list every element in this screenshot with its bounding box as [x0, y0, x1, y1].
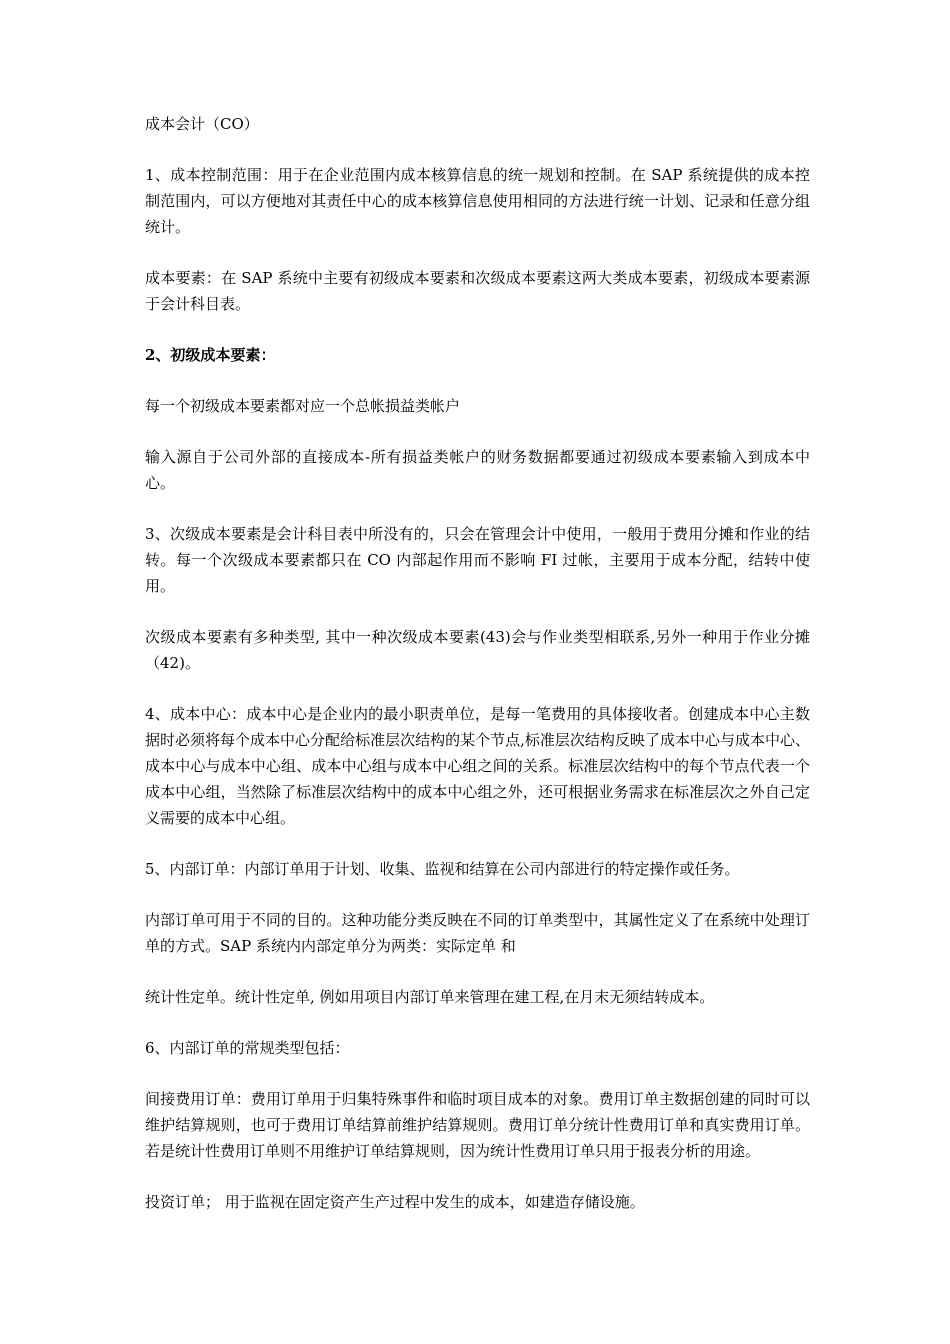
paragraph-primary-input-source: 输入源自于公司外部的直接成本-所有损益类帐户的财务数据都要通过初级成本要素输入到成本中心。 [145, 448, 810, 492]
paragraph-internal-orders: 5、内部订单：内部订单用于计划、收集、监视和结算在公司内部进行的特定操作或任务。 [145, 860, 740, 878]
paragraph-internal-order-purposes: 内部订单可用于不同的目的。这种功能分类反映在不同的订单类型中，其属性定义了在系统中处理订单的方式。SAP 系统内内部定单分为两类：实际定单 和 [145, 911, 810, 955]
document-title: 成本会计（CO） [145, 115, 259, 133]
heading-internal-order-types: 6、内部订单的常规类型包括： [145, 1039, 350, 1057]
paragraph-cost-center: 4、成本中心：成本中心是企业内的最小职责单位，是每一笔费用的具体接收者。创建成本中心主数据时必须将每个成本中心分配给标准层次结构的某个节点,标准层次结构反映了成本中心与成本中心、成本中心与成本中心组、成本中心组与成本中心组之间的关系。标准层次结构中的每个节点代表一个成本中心组，当然除了标准层次结构中的成本中心组之外，还可根据业务需求在标准层次之外自己定义需要的成本中心组。 [145, 705, 810, 827]
paragraph-statistical-orders: 统计性定单。统计性定单, 例如用项目内部订单来管理在建工程,在月末无须结转成本。 [145, 988, 715, 1006]
paragraph-secondary-types: 次级成本要素有多种类型, 其中一种次级成本要素(43)会与作业类型相联系,另外一种用于作业分摊（42)。 [145, 628, 810, 672]
paragraph-cost-control-area: 1、成本控制范围：用于在企业范围内成本核算信息的统一规划和控制。在 SAP 系统提供的成本控制范围内，可以方便地对其责任中心的成本核算信息使用相同的方法进行统一计划、记录和任意分组统计。 [145, 166, 810, 236]
paragraph-secondary-cost-elements: 3、次级成本要素是会计科目表中所没有的，只会在管理会计中使用，一般用于费用分摊和作业的结转。每一个次级成本要素都只在 CO 内部起作用而不影响 FI 过帐，主要用于成本分配，结转中使用。 [145, 525, 810, 595]
paragraph-investment-orders: 投资订单； 用于监视在固定资产生产过程中发生的成本，如建造存储设施。 [145, 1193, 645, 1211]
paragraph-overhead-orders: 间接费用订单：费用订单用于归集特殊事件和临时项目成本的对象。费用订单主数据创建的同时可以维护结算规则，也可于费用订单结算前维护结算规则。费用订单分统计性费用订单和真实费用订单。若是统计性费用订单则不用维护订单结算规则，因为统计性费用订单只用于报表分析的用途。 [145, 1090, 810, 1160]
paragraph-primary-gl-account: 每一个初级成本要素都对应一个总帐损益类帐户 [145, 397, 461, 415]
paragraph-cost-elements: 成本要素：在 SAP 系统中主要有初级成本要素和次级成本要素这两大类成本要素，初级成本要素源于会计科目表。 [145, 269, 810, 313]
heading-primary-cost-elements: 2、初级成本要素： [145, 346, 276, 364]
document-page [145, 111, 810, 1240]
